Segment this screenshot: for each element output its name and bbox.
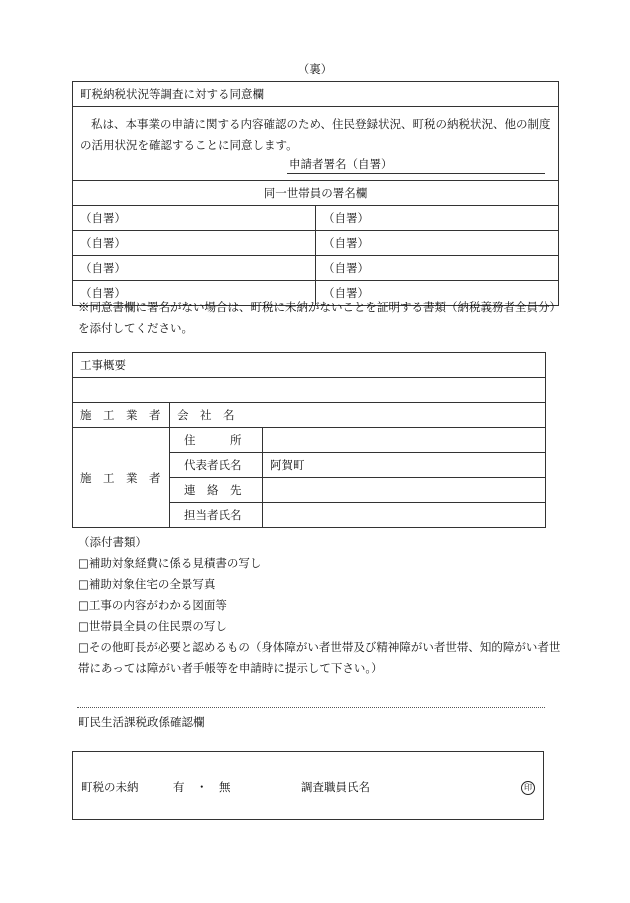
contractor-label: 施 工 業 者	[73, 403, 170, 428]
representative-field[interactable]: 阿賀町	[263, 453, 546, 478]
attachment-item[interactable]: □世帯員全員の住民票の写し	[78, 619, 227, 633]
household-sign-cell[interactable]: （自署）	[73, 206, 316, 231]
household-sign-cell[interactable]: （自署）	[73, 231, 316, 256]
household-sign-cell[interactable]: （自署）	[73, 256, 316, 281]
consent-title: 町税納税状況等調査に対する同意欄	[73, 82, 559, 107]
works-title: 工事概要	[73, 353, 546, 378]
page-side-label: （裏）	[297, 62, 333, 76]
tax-confirm-box	[72, 751, 544, 820]
contractor-label: 施 工 業 者	[73, 428, 170, 528]
unpaid-label: 町税の未納	[81, 780, 139, 794]
cut-line-divider	[77, 707, 545, 708]
attachment-item[interactable]: □工事の内容がわかる図面等	[78, 598, 227, 612]
investigator-label: 調査職員氏名	[301, 780, 370, 794]
consent-body-cell	[73, 107, 559, 181]
company-name-label: 会 社 名	[177, 408, 235, 422]
works-overview-table	[72, 352, 546, 528]
seal-icon: 印	[521, 781, 535, 795]
address-field[interactable]	[263, 428, 546, 453]
applicant-signature-line[interactable]	[80, 156, 551, 174]
attachment-item[interactable]: □補助対象経費に係る見積書の写し	[78, 556, 262, 570]
consent-note: ※同意書欄に署名がない場合は、町税に未納がないことを証明する書類（納税義務者全員分）を添付してください。	[78, 300, 561, 335]
consent-text: 私は、本事業の申請に関する内容確認のため、住民登録状況、町税の納税状況、他の制度の活用状況を確認することに同意します。	[80, 117, 551, 152]
household-signature-title: 同一世帯員の署名欄	[73, 181, 559, 206]
representative-label: 代表者氏名	[170, 453, 263, 478]
household-sign-cell[interactable]: （自署）	[316, 281, 559, 306]
contact-field[interactable]	[263, 478, 546, 503]
staff-label: 担当者氏名	[170, 503, 263, 528]
household-sign-cell[interactable]: （自署）	[316, 256, 559, 281]
address-label: 住 所	[170, 428, 263, 453]
unpaid-options[interactable]: 有 ・ 無	[173, 780, 231, 794]
household-sign-cell[interactable]: （自署）	[316, 206, 559, 231]
works-description-field[interactable]	[73, 378, 546, 403]
confirm-section-title: 町民生活課税政係確認欄	[78, 715, 205, 729]
applicant-signature-label: 申請者署名（自署）	[287, 156, 545, 174]
attachment-item[interactable]: □補助対象住宅の全景写真	[78, 577, 216, 591]
staff-field[interactable]	[263, 503, 546, 528]
attachment-item[interactable]: □その他町長が必要と認めるもの（身体障がい者世帯及び精神障がい者世帯、知的障がい者世帯にあっては障がい者手帳等を申請時に提示して下さい。）	[78, 640, 561, 675]
household-sign-cell[interactable]: （自署）	[316, 231, 559, 256]
company-name-field[interactable]	[170, 403, 546, 428]
attachments-title: （添付書類）	[78, 535, 147, 549]
consent-table	[72, 81, 559, 306]
contact-label: 連 絡 先	[170, 478, 263, 503]
household-sign-cell[interactable]: （自署）	[73, 281, 316, 306]
